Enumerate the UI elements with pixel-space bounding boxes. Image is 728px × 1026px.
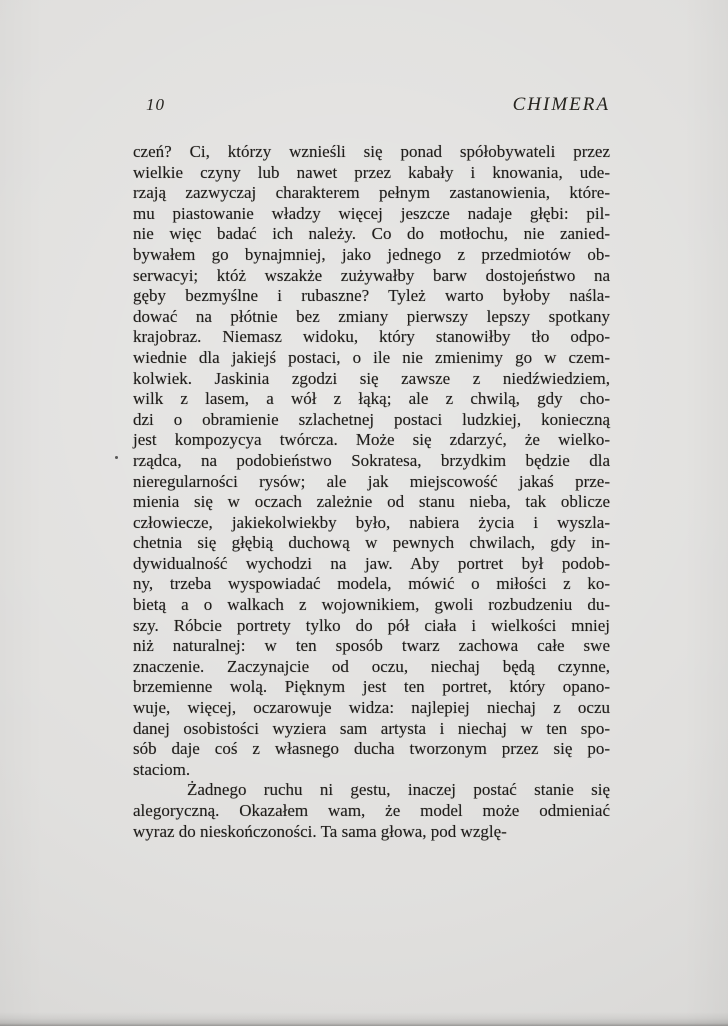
text-line: nieregularności rysów; ale jak miejscowość jakaś prze-	[133, 471, 610, 491]
text-line: dzi o obramienie szlachetnej postaci ludzkiej, konieczną	[133, 409, 610, 429]
scan-bottom-edge	[0, 1012, 728, 1026]
text-line: serwacyi; któż wszakże zużywałby barw dostojeństwo na	[133, 265, 610, 285]
text-line: wilk z lasem, a wół z łąką; ale z chwilą, gdy cho-	[133, 389, 610, 409]
text-line: ny, trzeba wyspowiadać modela, mówić o miłości z ko-	[133, 574, 610, 594]
text-line: bywałem go bynajmniej, jako jednego z przedmiotów ob-	[133, 244, 610, 264]
text-line: szy. Róbcie portrety tylko do pół ciała i wielkości mniej	[133, 615, 610, 635]
text-line: czeń? Ci, którzy wznieśli się ponad spółobywateli przez	[133, 142, 610, 161]
running-header	[133, 94, 610, 116]
text-line: krajobraz. Niemasz widoku, który stanowiłby tło odpo-	[133, 327, 610, 347]
text-line: nie więc badać ich należy. Co do motłochu, nie zanied-	[133, 224, 610, 244]
text-line: niż naturalnej: w ten sposób twarz zachowa całe swe	[133, 636, 610, 656]
text-line: mienia się w oczach zależnie od stanu nieba, tak oblicze	[133, 492, 610, 512]
text-line: jest kompozycya twórcza. Może się zdarzyć, że wielko-	[133, 430, 610, 450]
text-line: wielkie czyny lub nawet przez kabały i knowania, ude-	[133, 162, 610, 182]
text-line: bietą a o walkach z wojownikiem, gwoli rozbudzeniu du-	[133, 595, 610, 615]
running-title: CHIMERA	[512, 94, 610, 115]
text-line: dywidualność wychodzi na jaw. Aby portret był podob-	[133, 553, 610, 573]
text-line: brzemienne wolą. Pięknym jest ten portret, który opano-	[133, 677, 610, 697]
text-line: rzają zazwyczaj charakterem pełnym zastanowienia, które-	[133, 183, 610, 203]
text-line: wyraz do nieskończoności. Ta sama głowa, pod wzglę-	[133, 821, 507, 841]
text-line: alegoryczną. Okazałem wam, że model może odmieniać	[133, 801, 610, 820]
text-line: kolwiek. Jaskinia zgodzi się zawsze z niedźwiedziem,	[133, 368, 610, 388]
text-line: znaczenie. Zaczynajcie od oczu, niechaj będą czynne,	[133, 656, 610, 676]
text-line: danej osobistości wyziera sam artysta i niechaj w ten spo-	[133, 718, 610, 738]
text-block	[133, 142, 610, 842]
text-line: sób daje coś z własnego ducha tworzonym przez się po-	[133, 739, 610, 759]
page-number: 10	[146, 95, 165, 114]
text-line: mu piastowanie władzy więcej jeszcze nadaje głębi: pil-	[133, 203, 610, 223]
text-line: człowiecze, jakiekolwiekby było, nabiera życia i wyszla-	[133, 512, 610, 532]
text-line: staciom.	[133, 759, 191, 779]
text-line: Żadnego ruchu ni gestu, inaczej postać stanie się	[187, 780, 610, 800]
text-line: wuje, więcej, oczarowuje widza: najlepiej niechaj z oczu	[133, 698, 610, 718]
text-line: rządca, na podobieństwo Sokratesa, brzydkim będzie dla	[133, 450, 610, 470]
text-line: gęby bezmyślne i rubaszne? Tyleż warto byłoby naśla-	[133, 286, 610, 306]
text-line: dować na płótnie bez zmiany pierwszy lepszy spotkany	[133, 306, 610, 326]
text-line: wiednie dla jakiejś postaci, o ile nie zmienimy go w czem-	[133, 347, 610, 367]
text-line: chetnia się głębią duchową w pewnych chwilach, gdy in-	[133, 533, 610, 553]
ink-speck	[115, 456, 118, 459]
